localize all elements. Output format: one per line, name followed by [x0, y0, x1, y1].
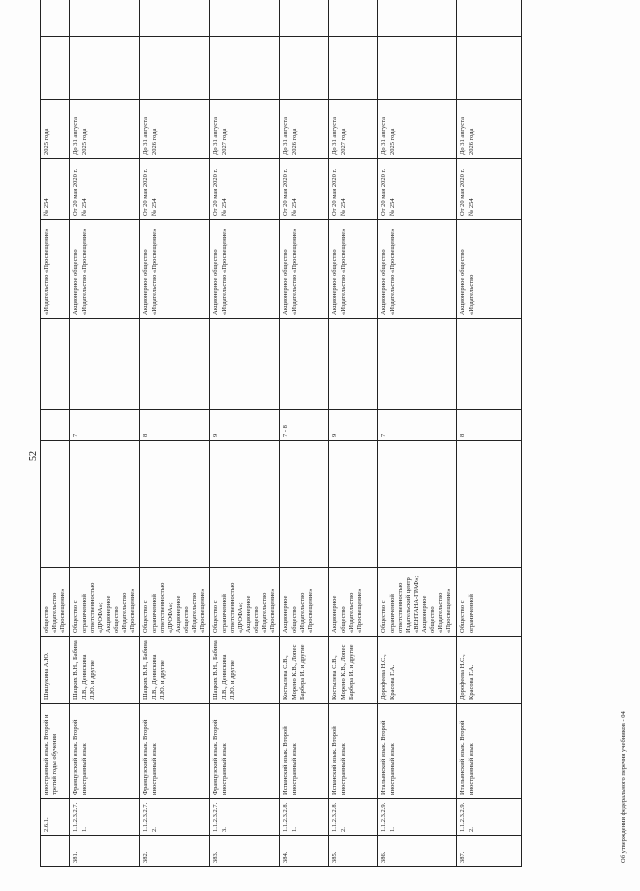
- cell-authors: Костылева С.В., Морено К.В., Лопес Барбера И. и другие: [282, 644, 306, 700]
- cell-grade: 9: [212, 433, 220, 437]
- cell-publisher2: Акционерное общество «Издательство: [459, 249, 475, 315]
- table-row: [41, 0, 70, 867]
- cell-until: 2025 года: [43, 128, 50, 155]
- cell-until: До 31 августа 2027 года: [331, 117, 347, 155]
- cell-subject: Французский язык. Второй иностранный язык: [142, 719, 158, 795]
- cell-order: От 20 мая 2020 г. № 254: [459, 168, 475, 216]
- cell-code: 1.1.2.3.2.7.1.: [72, 802, 88, 832]
- cell-grade: 7: [72, 433, 80, 437]
- cell-subject: Французский язык. Второй иностранный язык: [72, 719, 88, 795]
- table-row: [329, 0, 378, 867]
- cell-number: 386.: [380, 851, 388, 863]
- cell-publisher2: Акционерное общество «Издательство «Просвещение»: [72, 228, 88, 315]
- table-row: [140, 0, 210, 867]
- cell-publisher: Общество с ограниченной ответственностью Издательский центр «ВЕНТАНА-ГРАФ»; Акционерное общество «Издательство «Просвещение»: [380, 575, 453, 633]
- cell-subject: Итальянский язык. Второй иностранный язык: [380, 720, 396, 795]
- cell-publisher: Акционерное общество «Издательство «Просвещение»: [282, 588, 314, 633]
- cell-order: От 20 мая 2020 г. № 254: [142, 168, 158, 216]
- cell-number: 383.: [212, 851, 220, 863]
- cell-number: 385.: [331, 851, 339, 863]
- cell-publisher: Общество с ограниченной ответственностью «ДРОФА»; Акционерное общество «Издательство «Просвещение»: [72, 582, 137, 633]
- cell-until: До 31 августа 2026 года: [459, 117, 475, 155]
- cell-number: 384.: [282, 851, 290, 863]
- cell-publisher: Общество с ограниченной ответственностью «ДРОФА»; Акционерное общество «Издательство «Просвещение»: [212, 582, 277, 633]
- cell-grade: 7 - 8: [282, 425, 290, 437]
- cell-order: От 20 мая 2020 г. № 254: [212, 168, 228, 216]
- cell-authors: Костылева С.В., Морено К.В., Лопес Барбера И. и другие: [331, 644, 355, 700]
- cell-grade: 9: [331, 433, 339, 437]
- cell-order: От 20 мая 2020 г. № 254: [380, 168, 396, 216]
- cell-authors: Шишукина А.Ю.: [43, 652, 50, 700]
- cell-authors: Шацких В.Н., Бабина Л.В., Денискина Л.Ю. и другие: [142, 640, 166, 700]
- cell-grade: 7: [380, 433, 388, 437]
- table-row: [70, 0, 140, 867]
- cell-code: 2.6.1.: [43, 817, 50, 832]
- cell-number: 382.: [142, 851, 150, 863]
- cell-publisher2: Акционерное общество «Издательство «Просвещение»: [331, 228, 347, 315]
- page-number: 52: [28, 451, 39, 461]
- textbook-list-table: [40, 0, 522, 867]
- cell-subject: иностранный язык. Второй и третий годы обучения: [43, 714, 59, 795]
- table-row: [280, 0, 329, 867]
- cell-code: 1.1.2.3.2.8.1.: [282, 802, 298, 832]
- cell-publisher: общество «Издательство «Просвещение»: [43, 588, 67, 633]
- cell-subject: Итальянский язык. Второй иностранный язык: [459, 720, 475, 795]
- table-row: [378, 0, 457, 867]
- cell-number: 387.: [459, 851, 467, 863]
- cell-until: До 31 августа 2026 года: [142, 117, 158, 155]
- cell-authors: Шацких В.Н., Бабина Л.В., Денискина Л.Ю. и другие: [72, 640, 96, 700]
- cell-order: № 254: [43, 198, 50, 216]
- table-row: [210, 0, 280, 867]
- cell-until: До 31 августа 2027 года: [212, 117, 228, 155]
- cell-publisher2: Акционерное общество «Издательство «Просвещение»: [212, 228, 228, 315]
- cell-order: От 20 мая 2020 г. № 254: [72, 168, 88, 216]
- cell-grade: 8: [142, 433, 150, 437]
- cell-order: От 20 мая 2020 г. № 254: [282, 168, 298, 216]
- footer-note: Об утверждении федерального перечня учебников - 04: [620, 711, 627, 863]
- cell-publisher2: Акционерное общество «Издательство «Просвещение»: [142, 228, 158, 315]
- cell-until: До 31 августа 2025 года: [72, 117, 88, 155]
- cell-code: 1.1.2.3.2.9.1.: [380, 802, 396, 832]
- cell-code: 1.1.2.3.2.8.2.: [331, 802, 347, 832]
- cell-until: До 31 августа 2026 года: [282, 117, 298, 155]
- cell-subject: Испанский язык. Второй иностранный язык: [282, 726, 298, 795]
- cell-authors: Дорофеева Н.С., Красова Г.А.: [380, 654, 396, 700]
- table-row: [457, 0, 522, 867]
- cell-grade: 8: [459, 433, 467, 437]
- cell-number: 381.: [72, 851, 80, 863]
- cell-until: До 31 августа 2025 года: [380, 117, 396, 155]
- cell-publisher2: Акционерное общество «Издательство «Просвещение»: [380, 228, 396, 315]
- cell-subject: Испанский язык. Второй иностранный язык: [331, 726, 347, 795]
- cell-code: 1.1.2.3.2.9.2.: [459, 802, 475, 832]
- cell-authors: Дорофеева Н.С., Красова Г.А.: [459, 654, 475, 700]
- cell-code: 1.1.2.3.2.7.3.: [212, 802, 228, 832]
- cell-publisher: Общество с ограниченной ответственностью «ДРОФА»; Акционерное общество «Издательство «Просвещение»: [142, 582, 207, 633]
- cell-authors: Шацких В.Н., Бабина Л.В., Денискина Л.Ю. и другие: [212, 640, 236, 700]
- cell-publisher2: «Издательство «Просвещение»: [43, 228, 50, 315]
- cell-code: 1.1.2.3.2.7.2.: [142, 802, 158, 832]
- cell-order: От 20 мая 2020 г. № 254: [331, 168, 347, 216]
- cell-publisher2: Акционерное общество «Издательство «Просвещение»: [282, 228, 298, 315]
- cell-publisher: Акционерное общество «Издательство «Просвещение»: [331, 588, 363, 633]
- cell-publisher: Общество с ограниченной: [459, 594, 475, 633]
- cell-subject: Французский язык. Второй иностранный язык: [212, 719, 228, 795]
